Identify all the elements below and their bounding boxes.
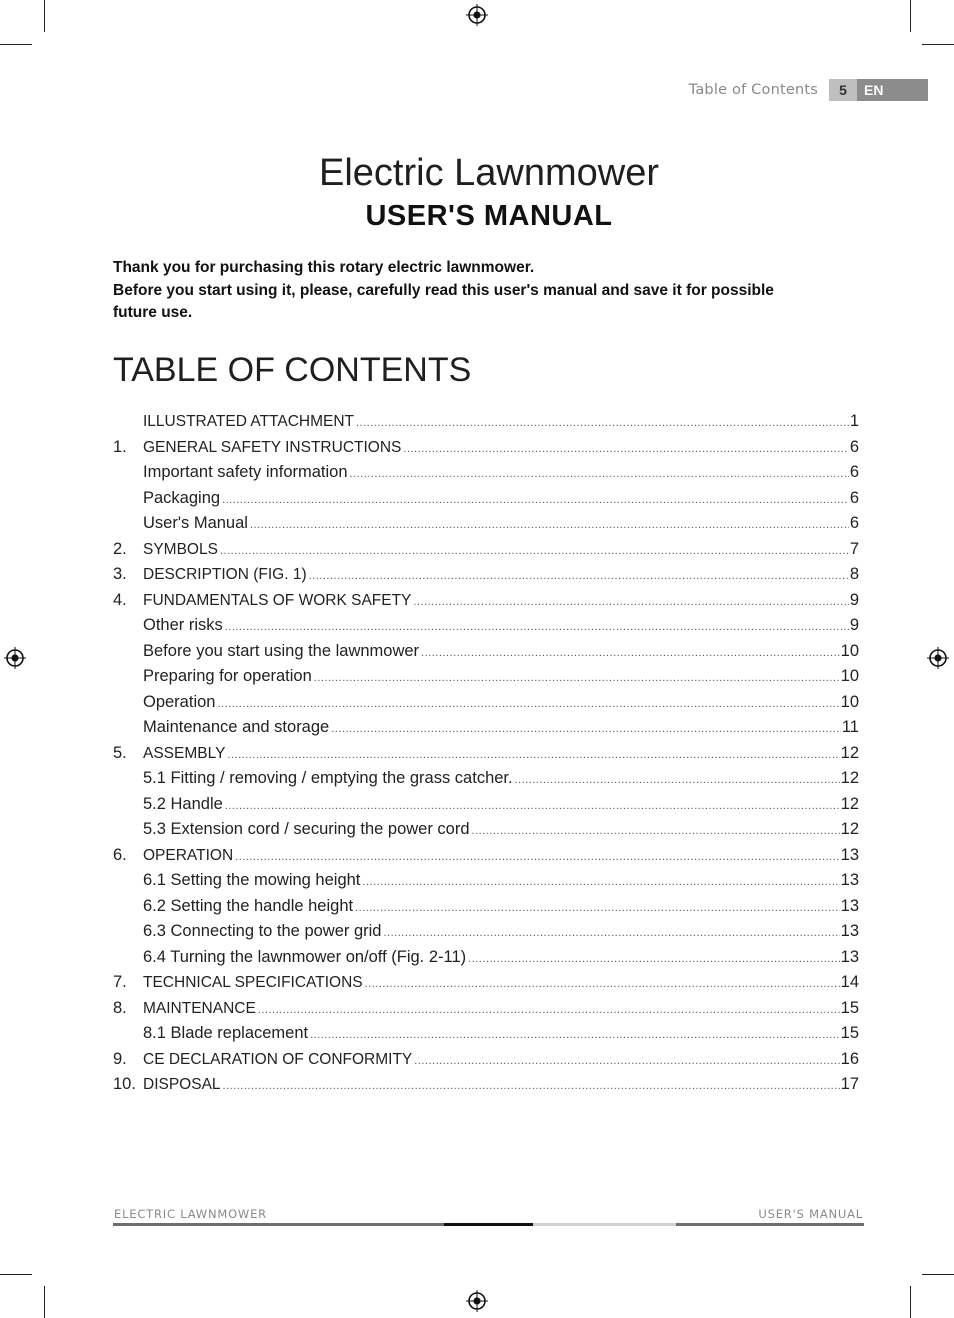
toc-entry-title: ASSEMBLY xyxy=(143,744,226,762)
toc-entry xyxy=(113,1047,859,1073)
toc-entry-number: 4. xyxy=(113,590,127,609)
toc-entry-number: 3. xyxy=(113,565,127,583)
toc-entry-title: 5.3 Extension cord / securing the power cord xyxy=(143,820,470,838)
crop-mark xyxy=(44,0,45,32)
toc-entry xyxy=(113,919,859,945)
footer-rule xyxy=(533,1223,676,1226)
toc-entry-title: CE DECLARATION OF CONFORMITY xyxy=(143,1050,413,1068)
crop-mark xyxy=(922,44,954,45)
toc-entry-title: OPERATION xyxy=(143,846,234,864)
toc-entry xyxy=(113,537,859,563)
toc-entry-page: 6 xyxy=(849,437,859,456)
toc-entry-page: 1 xyxy=(849,412,859,430)
toc-leader-dots xyxy=(515,768,840,794)
crop-mark xyxy=(910,1286,911,1318)
toc-entry-page: 11 xyxy=(841,718,859,736)
toc-leader-dots xyxy=(414,1049,839,1075)
toc-entry-page: 6 xyxy=(849,514,859,532)
toc-entry-page: 13 xyxy=(840,896,859,915)
toc-entry-page: 15 xyxy=(840,998,859,1017)
toc-entry-number: 6. xyxy=(113,845,127,864)
toc-entry-title: TECHNICAL SPECIFICATIONS xyxy=(143,974,363,991)
footer-right-text: USER'S MANUAL xyxy=(758,1207,863,1221)
document-title: Electric Lawnmower xyxy=(319,152,659,194)
toc-leader-dots xyxy=(220,539,849,565)
toc-leader-dots xyxy=(310,1023,840,1049)
toc-entry-page: 14 xyxy=(840,973,859,991)
registration-mark-icon xyxy=(466,1290,488,1312)
toc-entry xyxy=(113,588,859,614)
toc-entry-number: 5. xyxy=(113,743,127,762)
toc-leader-dots xyxy=(223,1074,840,1100)
toc-entry-page: 13 xyxy=(840,947,859,966)
toc-leader-dots xyxy=(362,870,839,896)
toc-entry-title: Maintenance and storage xyxy=(143,718,330,736)
toc-entry xyxy=(113,639,859,665)
toc-leader-dots xyxy=(235,845,840,871)
intro-line: Thank you for purchasing this rotary electric lawnmower. xyxy=(113,259,535,276)
language-badge: EN xyxy=(864,82,884,98)
toc-entry-page: 13 xyxy=(840,845,859,864)
toc-entry xyxy=(113,741,859,767)
toc-leader-dots xyxy=(258,998,840,1024)
toc-entry xyxy=(113,715,859,741)
toc-leader-dots xyxy=(250,513,849,539)
toc-entry-title: 5.1 Fitting / removing / emptying the grass catcher. xyxy=(143,769,513,787)
toc-leader-dots xyxy=(403,437,848,463)
toc-entry-page: 13 xyxy=(840,922,859,940)
toc-leader-dots xyxy=(225,615,849,641)
toc-entry-title: Packaging xyxy=(143,488,221,507)
footer-rule xyxy=(113,1223,444,1226)
toc-entry-title: User's Manual xyxy=(143,514,248,532)
toc-entry xyxy=(113,613,859,639)
toc-entry xyxy=(113,1072,859,1098)
toc-leader-dots xyxy=(225,794,840,820)
toc-entry-title: Preparing for operation xyxy=(143,667,312,685)
registration-mark-icon xyxy=(466,4,488,26)
toc-entry-title: GENERAL SAFETY INSTRUCTIONS xyxy=(143,438,402,456)
toc-entry xyxy=(113,868,859,894)
toc-entry-title: Before you start using the lawnmower xyxy=(143,641,420,660)
crop-mark xyxy=(0,1274,32,1275)
crop-mark xyxy=(44,1286,45,1318)
toc-leader-dots xyxy=(355,896,840,922)
toc-leader-dots xyxy=(356,411,849,437)
toc-entry-page: 10 xyxy=(840,667,859,685)
toc-entry-title: 6.4 Turning the lawnmower on/off (Fig. 2-11) xyxy=(143,947,467,966)
toc-entry xyxy=(113,1021,859,1047)
footer-rule xyxy=(444,1223,533,1226)
toc-entry-page: 13 xyxy=(840,871,859,889)
toc-entry-page: 12 xyxy=(840,769,859,787)
toc-entry-page: 6 xyxy=(849,488,859,507)
toc-entry-page: 15 xyxy=(840,1024,859,1042)
toc-entry xyxy=(113,664,859,690)
toc-entry xyxy=(113,511,859,537)
toc-entry xyxy=(113,562,859,588)
crop-mark xyxy=(0,44,32,45)
toc-entry-number: 8. xyxy=(113,998,127,1017)
toc-entry xyxy=(113,766,859,792)
toc-heading: TABLE OF CONTENTS xyxy=(113,351,472,389)
registration-mark-icon xyxy=(927,647,949,669)
crop-mark xyxy=(910,0,911,32)
toc-entry xyxy=(113,843,859,869)
toc-leader-dots xyxy=(384,921,840,947)
toc-entry-page: 17 xyxy=(840,1075,859,1093)
toc-entry xyxy=(113,690,859,716)
toc-entry-title: SYMBOLS xyxy=(143,540,218,558)
toc-entry-number: 10. xyxy=(113,1075,136,1093)
toc-entry xyxy=(113,460,859,486)
toc-entry-page: 7 xyxy=(849,539,859,558)
toc-entry-page: 9 xyxy=(849,590,859,609)
toc-leader-dots xyxy=(314,666,840,692)
intro-paragraph xyxy=(113,257,873,325)
toc-entry-title: MAINTENANCE xyxy=(143,999,256,1017)
toc-entry-page: 12 xyxy=(840,820,859,838)
intro-line: future use. xyxy=(113,304,193,321)
toc-entry xyxy=(113,894,859,920)
toc-leader-dots xyxy=(413,590,848,616)
toc-entry xyxy=(113,970,859,996)
toc-entry-title: DISPOSAL xyxy=(143,1076,221,1093)
toc-entry-page: 16 xyxy=(840,1049,859,1068)
document-subtitle: USER'S MANUAL xyxy=(365,200,613,232)
toc-leader-dots xyxy=(217,692,839,718)
toc-leader-dots xyxy=(309,564,849,590)
toc-entry-title: 6.1 Setting the mowing height xyxy=(143,871,361,889)
toc-entry-number: 1. xyxy=(113,437,127,456)
toc-entry-page: 12 xyxy=(840,743,859,762)
toc-entry-title: 8.1 Blade replacement xyxy=(143,1024,309,1042)
toc-entry xyxy=(113,486,859,512)
page-number: 5 xyxy=(829,79,857,101)
toc-entry-title: Important safety information xyxy=(143,463,348,481)
toc-entry-number: 2. xyxy=(113,539,127,558)
toc-entry-page: 8 xyxy=(849,565,859,583)
intro-line: Before you start using it, please, carefully read this user's manual and save it for possible xyxy=(113,281,774,299)
toc-leader-dots xyxy=(472,819,840,845)
footer-left-text: ELECTRIC LAWNMOWER xyxy=(114,1207,267,1221)
toc-entry-page: 6 xyxy=(849,463,859,481)
toc-entry-title: ILLUSTRATED ATTACHMENT xyxy=(143,413,354,430)
toc-leader-dots xyxy=(222,488,849,514)
toc-entry-number: 9. xyxy=(113,1049,127,1068)
toc-entry-title: 5.2 Handle xyxy=(143,794,223,813)
toc-entry-number: 7. xyxy=(113,973,127,991)
toc-leader-dots xyxy=(421,641,840,667)
toc-entry-title: 6.3 Connecting to the power grid xyxy=(143,922,382,940)
toc-leader-dots xyxy=(350,462,849,488)
toc-entry-page: 10 xyxy=(840,641,859,660)
toc-leader-dots xyxy=(227,743,839,769)
toc-entry-title: DESCRIPTION (FIG. 1) xyxy=(143,566,307,583)
table-of-contents xyxy=(113,409,859,1098)
registration-mark-icon xyxy=(4,647,26,669)
toc-entry-page: 10 xyxy=(840,692,859,711)
toc-entry xyxy=(113,409,859,435)
toc-entry-title: 6.2 Setting the handle height xyxy=(143,896,354,915)
toc-entry xyxy=(113,945,859,971)
toc-entry-title: Operation xyxy=(143,692,216,711)
toc-entry xyxy=(113,817,859,843)
running-header-label: Table of Contents xyxy=(688,82,818,98)
toc-leader-dots xyxy=(331,717,841,743)
toc-leader-dots xyxy=(468,947,840,973)
toc-entry xyxy=(113,996,859,1022)
toc-entry xyxy=(113,435,859,461)
toc-entry-title: Other risks xyxy=(143,616,223,634)
toc-entry xyxy=(113,792,859,818)
toc-entry-title: FUNDAMENTALS OF WORK SAFETY xyxy=(143,591,412,609)
toc-entry-page: 9 xyxy=(849,616,859,634)
footer-rule xyxy=(676,1223,864,1226)
crop-mark xyxy=(922,1274,954,1275)
toc-entry-page: 12 xyxy=(840,794,859,813)
toc-leader-dots xyxy=(365,972,840,998)
